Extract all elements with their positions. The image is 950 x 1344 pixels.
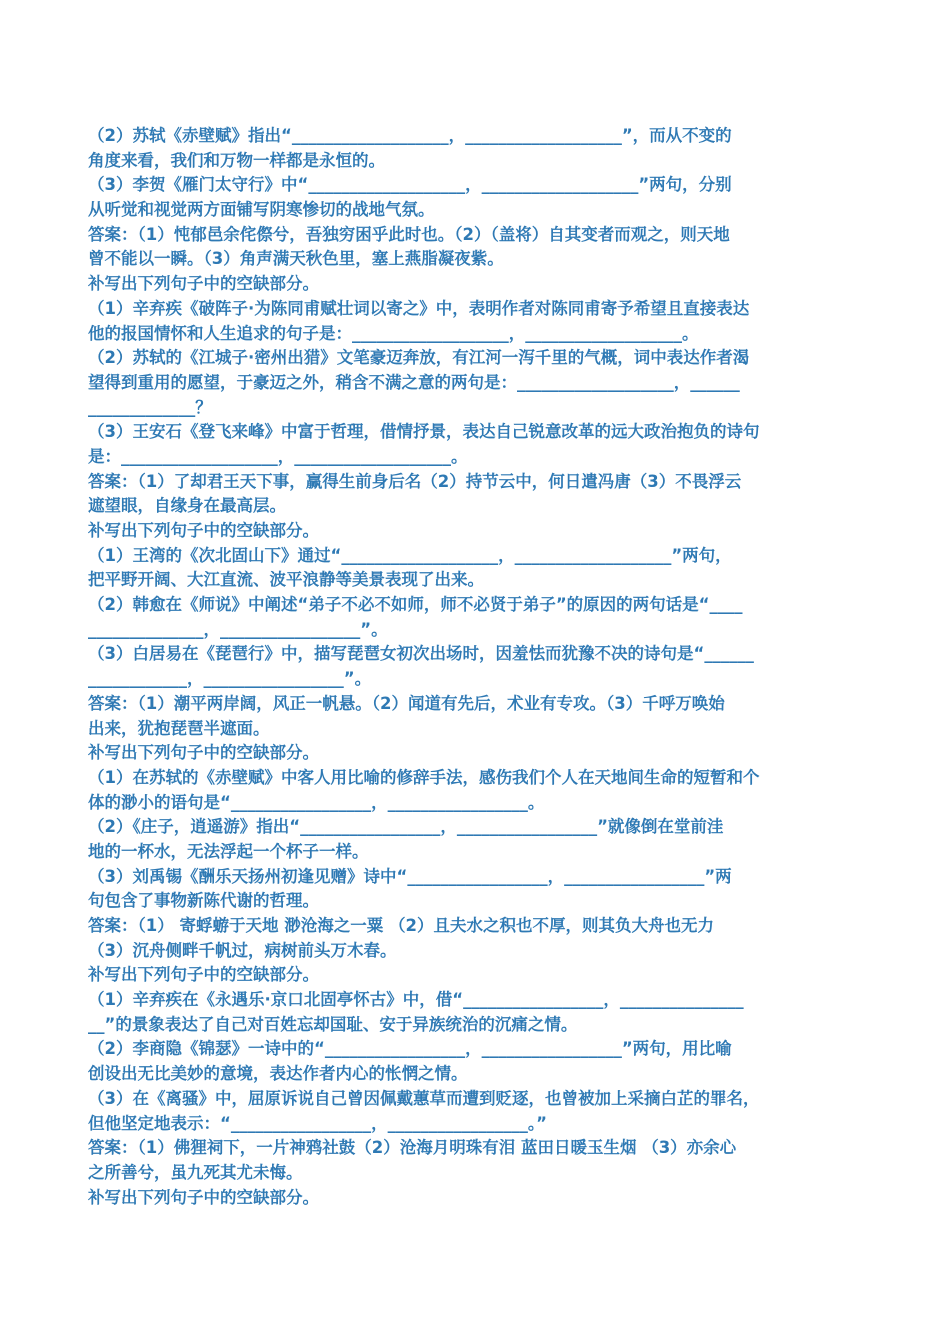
answer-line: 答案：（1）了却君王天下事，赢得生前身后名（2）持节云中，何日遣冯唐（3）不畏浮云 — [88, 471, 742, 491]
answer-line: （3）沉舟侧畔千帆过，病树前头万木春。 — [88, 940, 397, 960]
text-line: （3）白居易在《琵琶行》中，描写琵琶女初次出场时，因羞怯而犹豫不决的诗句是“______ — [88, 644, 754, 664]
section-heading: 补写出下列句子中的空缺部分。 — [88, 743, 319, 763]
text-line: 句包含了事物新陈代谢的哲理。 — [88, 891, 319, 911]
document-body — [88, 124, 864, 1210]
text-line: 望得到重用的愿望，于豪迈之外，稍含不满之意的两句是：___________________，______ — [88, 372, 740, 392]
text-line: 体的渺小的语句是“_________________，_________________。 — [88, 792, 545, 812]
text-line: （2）苏轼《赤壁赋》指出“___________________，___________________”，而从不变的 — [88, 126, 732, 145]
text-line: 他的报国情怀和人生追求的句子是：___________________，___________________。 — [88, 323, 699, 343]
answer-line: 出来，犹抱琵琶半遮面。 — [88, 718, 270, 738]
text-line: ______________，_________________”。 — [88, 619, 388, 639]
answer-line: 之所善兮，虽九死其尤未悔。 — [88, 1162, 303, 1182]
text-line: ____________，_________________”。 — [88, 669, 372, 689]
text-line: 但他坚定地表示：“_________________，_________________。” — [88, 1113, 547, 1133]
text-line: （2）苏轼的《江城子·密州出猎》文笔豪迈奔放，有江河一泻千里的气概，词中表达作者渴 — [88, 348, 750, 368]
answer-line: 答案：（1）潮平两岸阔，风正一帆悬。（2）闻道有先后，术业有专攻。（3）千呼万唤始 — [88, 693, 725, 713]
answer-line: 曾不能以一瞬。（3）角声满天秋色里，塞上燕脂凝夜紫。 — [88, 249, 504, 269]
text-line: （3）刘禹锡《酬乐天扬州初逢见赠》诗中“_________________，_________________”两 — [88, 866, 732, 886]
text-line: 是：___________________，___________________。 — [88, 446, 468, 466]
section-heading: 补写出下列句子中的空缺部分。 — [88, 965, 319, 985]
text-line: （3）王安石《登飞来峰》中富于哲理，借情抒景，表达自己锐意改革的远大政治抱负的诗句 — [88, 422, 760, 442]
text-line: （1）在苏轼的《赤壁赋》中客人用比喻的修辞手法，感伤我们个人在天地间生命的短暂和个 — [88, 767, 760, 787]
answer-line: 遮望眼，自缘身在最高层。 — [88, 496, 286, 516]
section-heading: 补写出下列句子中的空缺部分。 — [88, 274, 319, 294]
text-line: （2）《庄子，逍遥游》指出“_________________，_________________”就像倒在堂前洼 — [88, 817, 724, 837]
text-line: 把平野开阔、大江直流、波平浪静等美景表现了出来。 — [88, 570, 484, 590]
answer-line: 答案：（1）忳郁邑余侘傺兮，吾独穷困乎此时也。（2）（盖将）自其变者而观之，则天地 — [88, 224, 730, 244]
text-line: （1）辛弃疾在《永遇乐·京口北固亭怀古》中，借“_________________，_______________ — [88, 990, 744, 1010]
text-line: __”的景象表达了自己对百姓忘却国耻、安于异族统治的沉痛之情。 — [88, 1014, 578, 1034]
text-line: （2）李商隐《锦瑟》一诗中的“_________________，_________________”两句，用比喻 — [88, 1039, 732, 1059]
text-line: （3）李贺《雁门太守行》中“___________________，___________________”两句，分别 — [88, 175, 732, 195]
text-line: （1）王湾的《次北固山下》通过“___________________，___________________”两句， — [88, 545, 732, 565]
text-line: 从听觉和视觉两方面铺写阴寒惨切的战地气氛。 — [88, 200, 435, 220]
text-line: （2）韩愈在《师说》中阐述“弟子不必不如师，师不必贤于弟子”的原因的两句话是“____ — [88, 595, 743, 615]
text-line: _____________？ — [88, 397, 212, 417]
text-line: 创设出无比美妙的意境，表达作者内心的怅惘之情。 — [88, 1064, 468, 1084]
text-line: 地的一杯水，无法浮起一个杯子一样。 — [88, 841, 369, 861]
text-line: （1）辛弃疾《破阵子·为陈同甫赋壮词以寄之》中，表明作者对陈同甫寄予希望且直接表达 — [88, 298, 750, 318]
text-line: 角度来看，我们和万物一样都是永恒的。 — [88, 150, 385, 170]
answer-line: 答案：（1） 寄蜉蝣于天地 渺沧海之一粟 （2）且夫水之积也不厚，则其负大舟也无力 — [88, 916, 714, 935]
section-heading: 补写出下列句子中的空缺部分。 — [88, 1187, 319, 1207]
section-heading: 补写出下列句子中的空缺部分。 — [88, 521, 319, 540]
text-line: （3）在《离骚》中，屈原诉说自己曾因佩戴蕙草而遭到贬逐，也曾被加上采摘白芷的罪名， — [88, 1088, 760, 1108]
answer-line: 答案：（1）佛狸祠下，一片神鸦社鼓（2）沧海月明珠有泪 蓝田日暖玉生烟 （3）亦余心 — [88, 1138, 737, 1158]
